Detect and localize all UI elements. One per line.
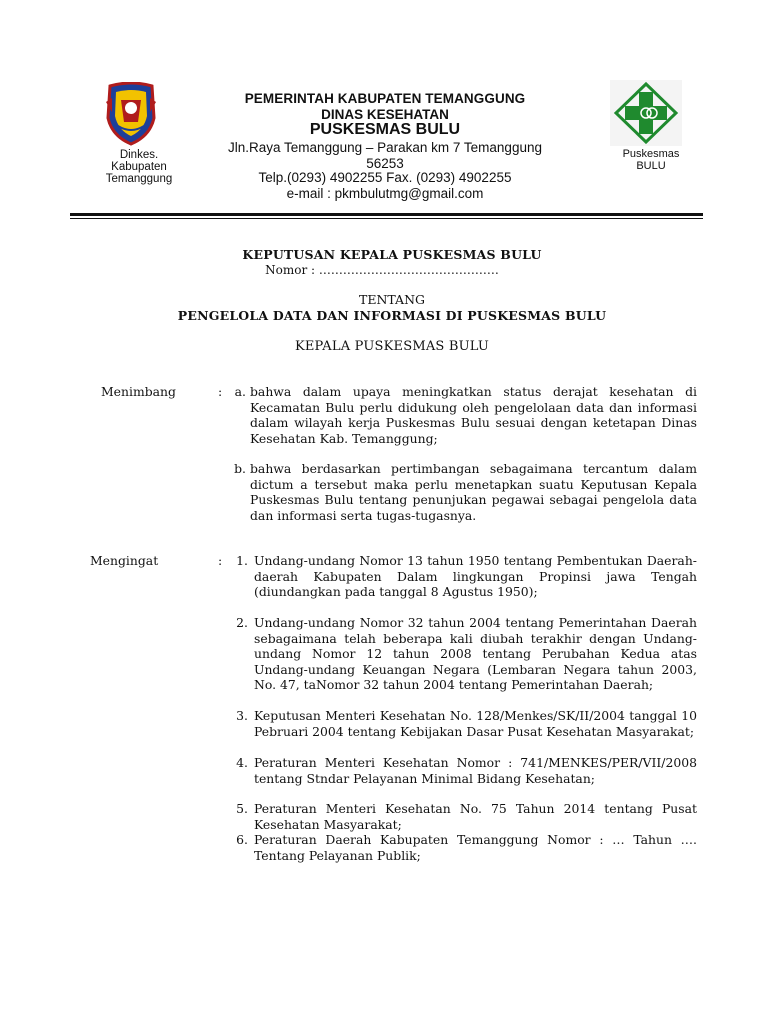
mengingat-item-6: 6. Peraturan Daerah Kabupaten Temanggung Nomor : … Tahun …. Tentang Pelayanan Publik;	[236, 832, 697, 863]
mengingat-item-5: 5. Peraturan Menteri Kesehatan No. 75 Tahun 2014 tentang Pusat Kesehatan Masyarakat;	[236, 801, 697, 832]
menimbang-item-a: a. bahwa dalam upaya meningkatkan status derajat kesehatan di Kecamatan Bulu perlu didukung oleh pengelolaan data dan informasi dalam wilayah kerja Puskesmas Bulu sesuai dengan ketetapan Dinas Kesehatan Kab. Temanggung;	[234, 384, 697, 446]
menimbang-colon: :	[218, 384, 223, 399]
letterhead-government: PEMERINTAH KABUPATEN TEMANGGUNG	[244, 91, 526, 106]
address-line-2: 56253	[366, 156, 404, 171]
mengingat-item-3: 3. Keputusan Menteri Kesehatan No. 128/Menkes/SK/II/2004 tanggal 10 Pebruari 2004 tentang Kebijakan Dasar Pusat Kesehatan Masyarakat;	[236, 708, 697, 739]
right-logo-caption: Puskesmas BULU	[622, 148, 680, 172]
letterhead-email: e-mail : pkmbulutmg@gmail.com	[286, 186, 484, 201]
menimbang-label: Menimbang	[101, 384, 176, 399]
mengingat-item-4: 4. Peraturan Menteri Kesehatan Nomor : 741/MENKES/PER/VII/2008 tentang Stndar Pelayanan Minimal Bidang Kesehatan;	[236, 755, 697, 786]
issuer-title: KEPALA PUSKESMAS BULU	[294, 339, 490, 354]
letterhead-phone: Telp.(0293) 4902255 Fax. (0293) 4902255	[258, 170, 512, 185]
address-line-1: Jln.Raya Temanggung – Parakan km 7 Temanggung	[228, 140, 542, 155]
menimbang-item-b: b. bahwa berdasarkan pertimbangan sebagaimana tercantum dalam dictum a tersebut maka perlu menetapkan suatu Keputusan Kepala Puskesmas Bulu tentang penunjukan pegawai sebagai pengelola data dan informasi serta tugas-tugasnya.	[234, 461, 697, 523]
letterhead-address	[185, 140, 585, 172]
decree-title: KEPUTUSAN KEPALA PUSKESMAS BULU	[242, 247, 542, 262]
letterhead-rule-thick	[70, 213, 703, 216]
left-logo-caption: Dinkes. Kabupaten Temanggung	[105, 149, 173, 185]
regency-coat-of-arms-icon	[104, 82, 158, 146]
mengingat-item-2: 2. Undang-undang Nomor 32 tahun 2004 tentang Pemerintahan Daerah sebagaimana telah beberapa kali diubah terakhir dengan Undang-undang Nomor 12 tahun 2008 tentang Perubahan Kedua atas Undang-undang Keuangan Negara (Lembaran Negara tahun 2003, No. 47, taNomor 32 tahun 2004 tentang Pemerintahan Daerah;	[236, 615, 697, 692]
decree-number: Nomor : ………………………………………	[265, 263, 499, 277]
decree-subject: PENGELOLA DATA DAN INFORMASI DI PUSKESMAS BULU	[177, 308, 607, 323]
mengingat-item-1: 1. Undang-undang Nomor 13 tahun 1950 tentang Pembentukan Daerah-daerah Kabupaten Dalam lingkungan Propinsi jawa Tengah (diundangkan pada tanggal 8 Agustus 1950);	[236, 553, 697, 599]
puskesmas-cross-icon	[610, 80, 682, 146]
tentang-label: TENTANG	[358, 292, 425, 307]
mengingat-label: Mengingat	[90, 553, 159, 568]
letterhead-rule-thin	[70, 218, 703, 219]
letterhead-department: DINAS KESEHATAN	[321, 107, 449, 122]
mengingat-colon: :	[218, 553, 223, 568]
letterhead-institution: PUSKESMAS BULU	[309, 121, 461, 138]
